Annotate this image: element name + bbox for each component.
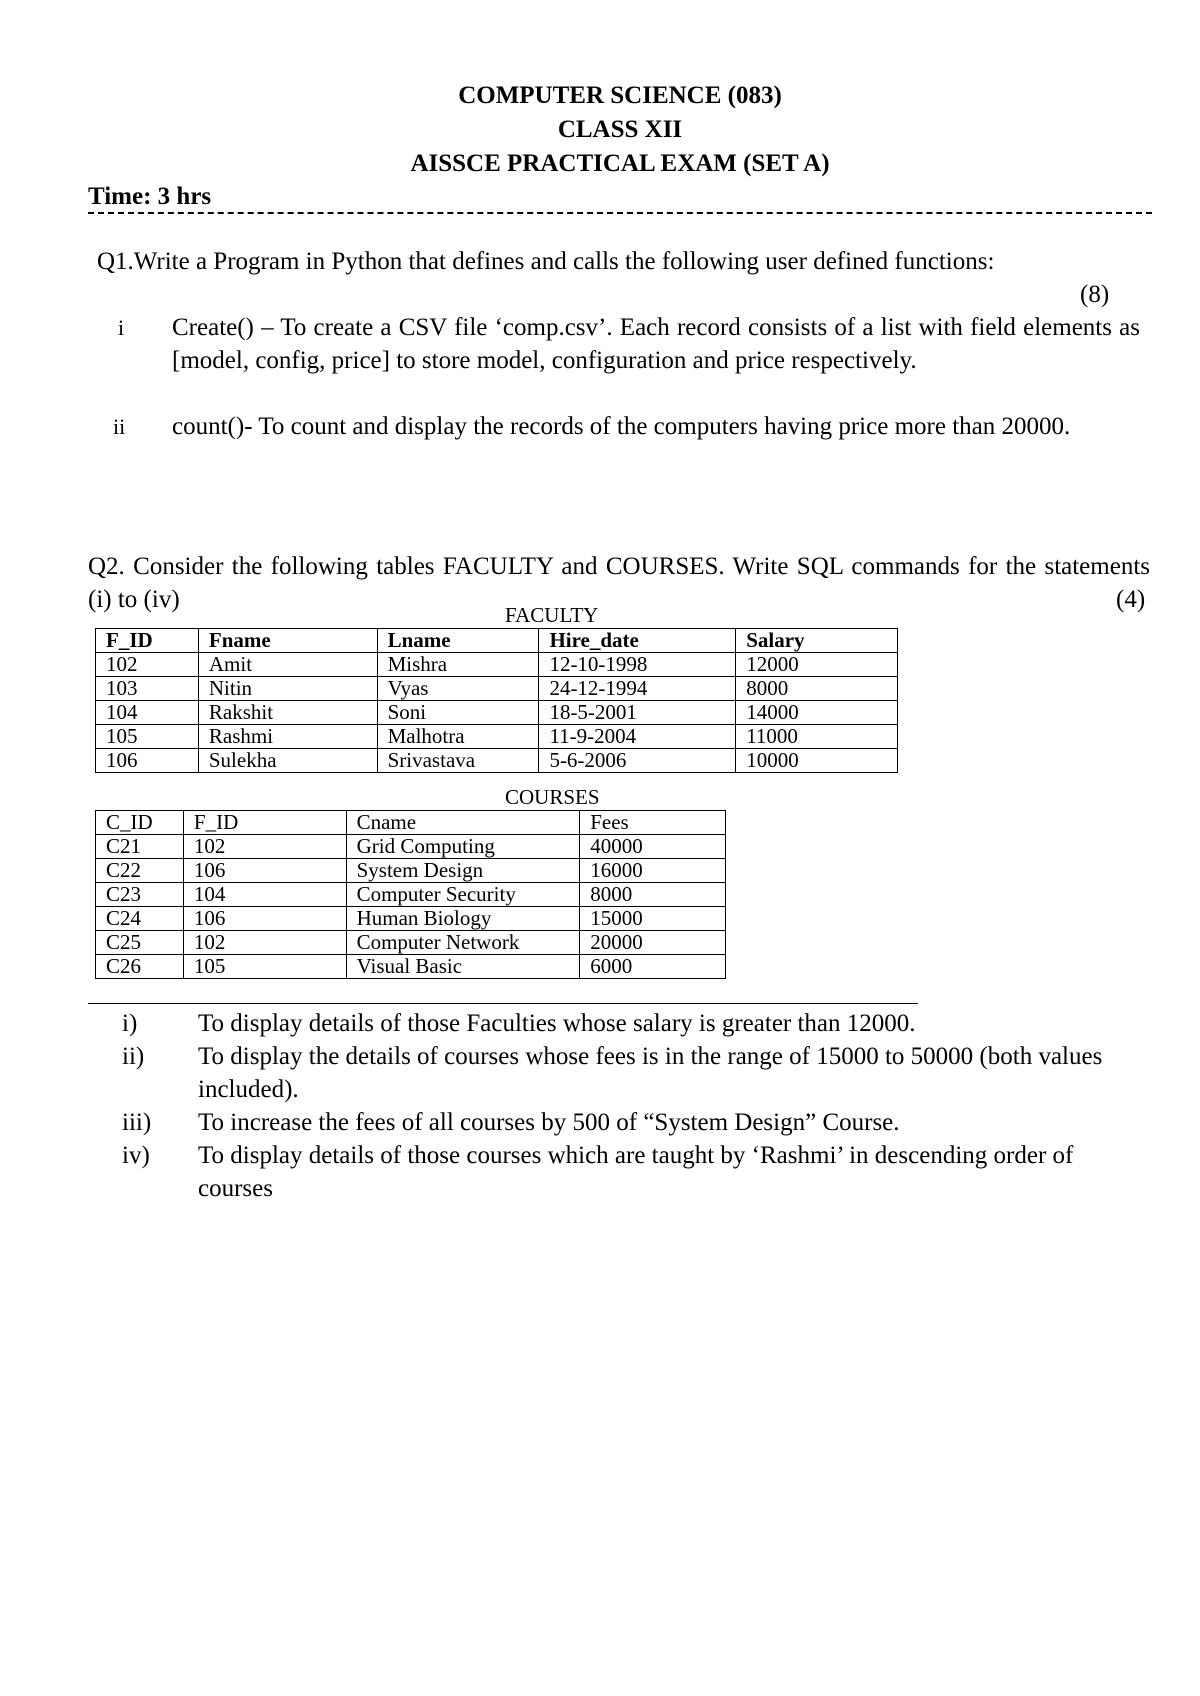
table-cell: Nitin [198,677,377,701]
exam-duration: Time: 3 hrs [88,183,212,210]
subject-title: COMPUTER SCIENCE (083) [458,82,782,109]
table-row [96,677,898,701]
table-cell: 8000 [580,883,726,907]
table-cell: C22 [96,859,184,883]
courses-table-caption: COURSES [505,785,600,809]
table-cell: C25 [96,931,184,955]
table-cell: 12-10-1998 [539,653,736,677]
table-cell: Amit [198,653,377,677]
column-header: Fname [198,629,377,653]
table-row [96,907,726,931]
table-header-row [96,811,726,835]
statement-text: To display the details of courses whose fees is in the range of 15000 to 50000 (both values included). [198,1043,1103,1103]
table-cell: 105 [183,955,346,979]
table-bottom-rule [88,1003,918,1004]
table-cell: 20000 [580,931,726,955]
table-cell: 18-5-2001 [539,701,736,725]
courses-table [95,810,726,979]
column-header: F_ID [96,629,199,653]
table-cell: Human Biology [346,907,580,931]
table-cell: 104 [183,883,346,907]
table-row [96,835,726,859]
table-cell: 102 [183,931,346,955]
table-cell: System Design [346,859,580,883]
q1-marks: (8) [1080,281,1110,308]
table-cell: 15000 [580,907,726,931]
table-row [96,955,726,979]
statement-text: To display details of those Faculties whose salary is greater than 12000. [198,1010,916,1037]
table-row [96,859,726,883]
exam-title: AISSCE PRACTICAL EXAM (SET A) [410,150,830,177]
table-cell: 11-9-2004 [539,725,736,749]
table-cell: 11000 [736,725,898,749]
table-cell: 40000 [580,835,726,859]
table-cell: Mishra [377,653,539,677]
table-row [96,749,898,773]
faculty-table-caption: FACULTY [505,603,599,627]
q1-item-text: Create() – To create a CSV file ‘comp.csv’. Each record consists of a list with field elements as [model, config, price] to store model, configuration and price respectively. [172,314,1140,374]
table-cell: Vyas [377,677,539,701]
table-cell: C26 [96,955,184,979]
dashed-divider [88,212,1152,214]
table-cell: 102 [183,835,346,859]
table-cell: Visual Basic [346,955,580,979]
statement-text: To display details of those courses which are taught by ‘Rashmi’ in descending order of courses [198,1142,1074,1202]
table-cell: 103 [96,677,199,701]
table-row [96,725,898,749]
table-cell: Srivastava [377,749,539,773]
table-row [96,931,726,955]
table-cell: Grid Computing [346,835,580,859]
table-cell: Computer Security [346,883,580,907]
q2-question: Q2. Consider the following tables FACULTY and COURSES. Write SQL commands for the statements (i) to (iv) [88,553,1150,613]
table-cell: 105 [96,725,199,749]
q1-question: Q1.Write a Program in Python that defines and calls the following user defined functions: [97,248,995,275]
table-cell: 8000 [736,677,898,701]
table-cell: 10000 [736,749,898,773]
table-row [96,883,726,907]
table-cell: Malhotra [377,725,539,749]
column-header: Fees [580,811,726,835]
table-cell: 104 [96,701,199,725]
q1-item-number: ii [113,414,126,439]
column-header: Cname [346,811,580,835]
column-header: C_ID [96,811,184,835]
faculty-table [95,628,898,773]
table-cell: 5-6-2006 [539,749,736,773]
table-cell: 106 [183,859,346,883]
class-title: CLASS XII [557,116,683,143]
table-row [96,653,898,677]
table-header-row [96,629,898,653]
column-header: Salary [736,629,898,653]
table-cell: 14000 [736,701,898,725]
table-cell: 6000 [580,955,726,979]
q1-item-text: count()- To count and display the records of the computers having price more than 20000. [172,413,1071,440]
statement-number: iv) [122,1142,150,1169]
table-cell: 12000 [736,653,898,677]
table-cell: C23 [96,883,184,907]
table-cell: 102 [96,653,199,677]
table-cell: Computer Network [346,931,580,955]
table-cell: Rashmi [198,725,377,749]
q1-item-number: i [118,315,125,340]
table-cell: 16000 [580,859,726,883]
statement-text: To increase the fees of all courses by 500 of “System Design” Course. [198,1109,900,1136]
table-cell: C21 [96,835,184,859]
statement-number: i) [122,1010,138,1037]
table-cell: C24 [96,907,184,931]
table-cell: 106 [96,749,199,773]
q2-marks: (4) [1116,586,1146,613]
table-row [96,701,898,725]
column-header: Hire_date [539,629,736,653]
column-header: F_ID [183,811,346,835]
table-cell: Rakshit [198,701,377,725]
column-header: Lname [377,629,539,653]
table-cell: 24-12-1994 [539,677,736,701]
table-cell: 106 [183,907,346,931]
table-cell: Soni [377,701,539,725]
table-cell: Sulekha [198,749,377,773]
statement-number: iii) [122,1109,152,1136]
statement-number: ii) [122,1043,145,1070]
